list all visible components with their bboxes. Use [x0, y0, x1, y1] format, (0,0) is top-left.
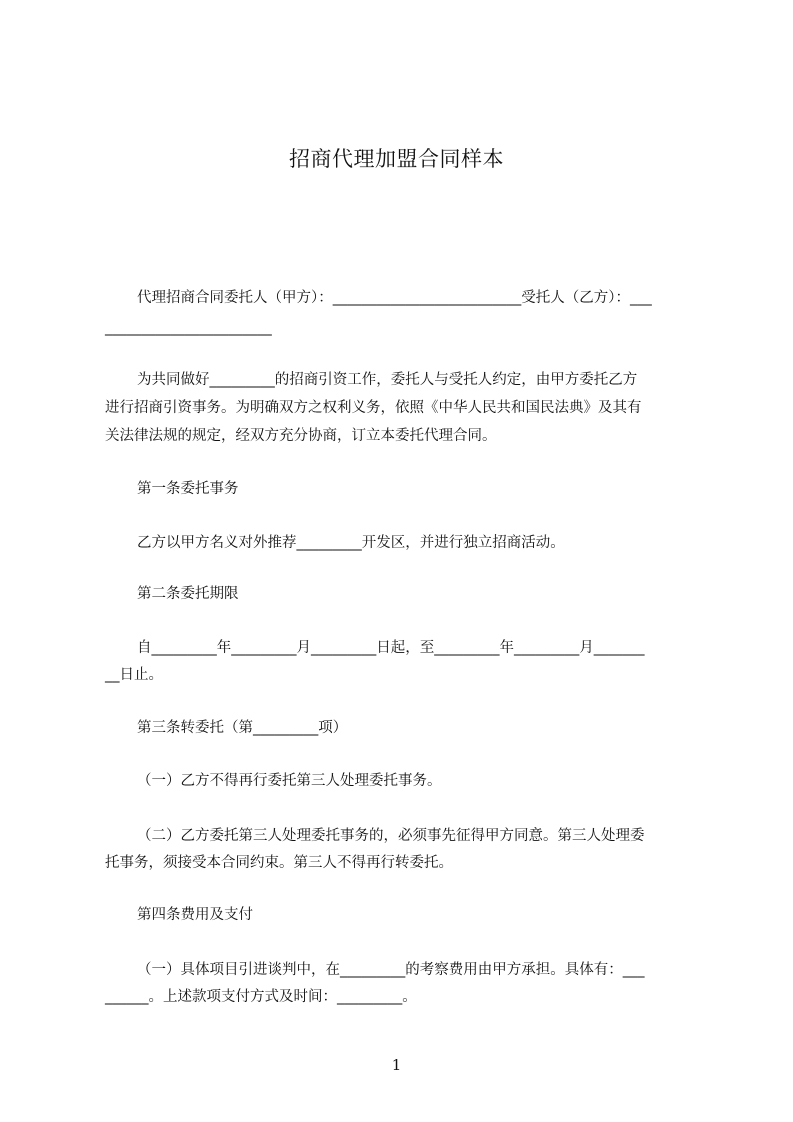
section-heading: 第一条委托事务: [137, 481, 239, 497]
paragraph-line: __日止。: [105, 667, 163, 683]
section-heading: 第四条费用及支付: [137, 907, 253, 923]
paragraph-line: _______________________: [105, 320, 272, 336]
paragraph-line: （一）具体项目引进谈判中，在_________的考察费用由甲方承担。具体有：___: [137, 962, 645, 978]
document-title: 招商代理加盟合同样本: [289, 147, 504, 171]
section-heading: 第三条转委托（第_________项）: [137, 720, 348, 736]
page-number: 1: [391, 1056, 402, 1074]
paragraph-line: 托事务，须接受本合同约束。第三人不得再行转委托。: [105, 855, 453, 871]
paragraph-line: 关法律法规的规定，经双方充分协商，订立本委托代理合同。: [105, 428, 497, 444]
paragraph-line: 为共同做好_________的招商引资工作，委托人与受托人约定，由甲方委托乙方: [137, 372, 638, 388]
paragraph-line: ______。上述款项支付方式及时间：_________。: [105, 989, 417, 1005]
paragraph-line: 乙方以甲方名义对外推荐_________开发区，并进行独立招商活动。: [137, 535, 565, 551]
paragraph-line: 进行招商引资事务。为明确双方之权利义务，依照《中华人民共和国民法典》及其有: [105, 400, 642, 416]
paragraph-line: 代理招商合同委托人（甲方）：__________________________受托人（乙方）：___: [137, 290, 652, 306]
paragraph-line: （二）乙方委托第三人处理委托事务的，必须事先征得甲方同意。第三人处理委: [137, 828, 645, 844]
paragraph-line: 自_________年_________月_________日起，至_________年_________月_______: [137, 640, 645, 656]
paragraph-line: （一）乙方不得再行委托第三人处理委托事务。: [137, 773, 442, 789]
section-heading: 第二条委托期限: [137, 586, 239, 602]
